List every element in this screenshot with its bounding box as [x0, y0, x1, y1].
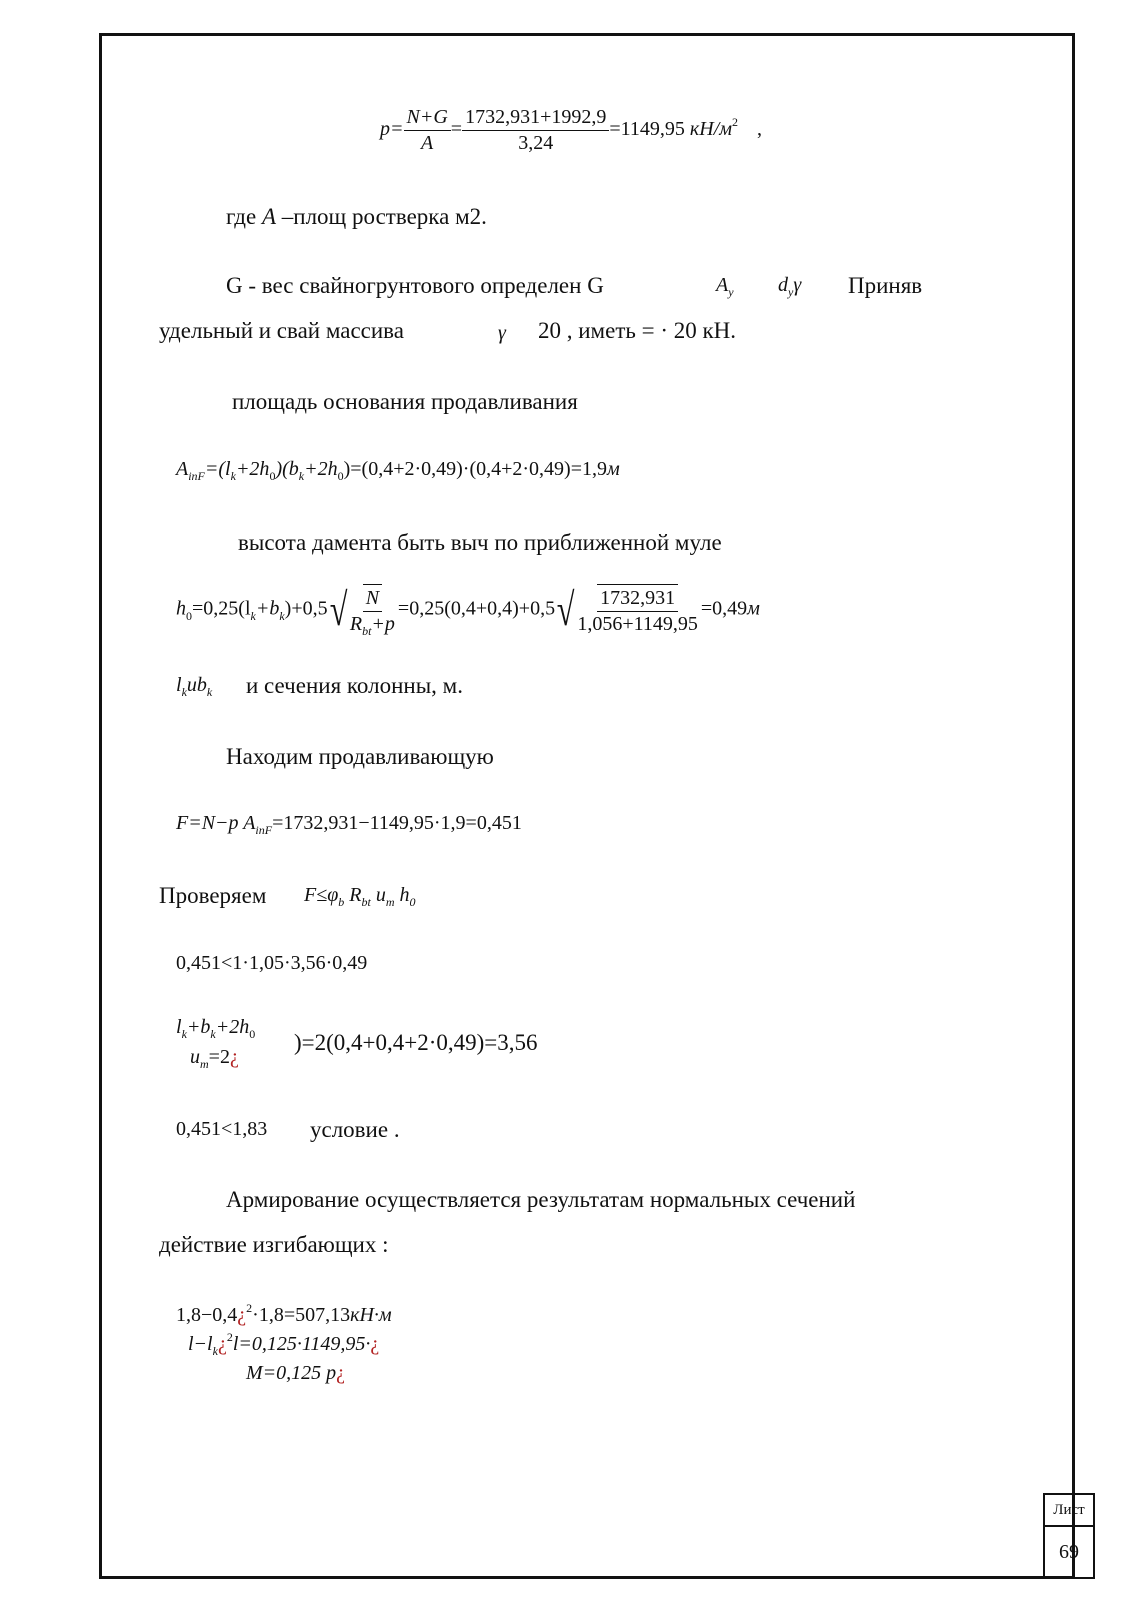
formula-moment-line2: $l-l_k¿^2l=0,125\cdot 1149,95\cdot¿$: [188, 1330, 380, 1358]
formula-um-result: )=2(0,4+0,4+2·0,49)=3,56: [294, 1030, 538, 1055]
formula-lk-bk: $l_kub_k$: [176, 674, 213, 699]
text-reinforcement-line2: действие изгибающих :: [159, 1232, 389, 1257]
formula-inequality-2: 0,451<1,83: [176, 1118, 268, 1140]
text-section: и сечения колонны, м.: [246, 673, 463, 698]
text-weight-line2: удельный и свай массива: [159, 318, 404, 343]
text-where-area: где A –площ ростверка м2.: [226, 204, 487, 229]
formula-moment-line3: M=0,125 p¿: [246, 1362, 346, 1384]
text-condition: условие .: [310, 1117, 400, 1142]
text-check: Проверяем: [159, 883, 267, 908]
text-height-heading: высота дамента быть выч по приближенной муле: [238, 530, 722, 555]
sheet-label: Лист: [1045, 1495, 1093, 1527]
text-weight-line1: G - вес свайногрунтового определен G: [226, 273, 604, 298]
text-area-heading: площадь основания продавливания: [232, 389, 578, 414]
formula-area: $A_{inF}=(l_k+2h_0)(b_k+2h_0)=(0,4+2\cdot 0,49)\cdot(0,4+2\cdot 0,49)=1,9м$: [176, 458, 620, 483]
formula-inequality-1: 0,451<1·1,05·3,56·0,49: [176, 952, 368, 974]
formula-gamma: γ: [498, 322, 506, 344]
formula-um-line1: $l_k+b_k+2h_0$: [176, 1016, 256, 1041]
sheet-stamp: [1043, 1493, 1095, 1579]
sheet-number: 69: [1059, 1541, 1079, 1563]
formula-dy-gamma: $d_y\gamma$: [778, 274, 802, 299]
formula-Ay: $A_y$: [716, 274, 734, 299]
text-find: Находим продавливающую: [226, 744, 494, 769]
text-weight-line1-end: Приняв: [848, 273, 923, 298]
formula-moment-line1: 1,8−0,4¿$^2$·1,8=507,13кН·м: [176, 1301, 392, 1326]
formula-height: $h_0=0,25(l_k+b_k)+0,5√$ $\frac{N}{R_{bt}+p}$ =0,25(0,4+0,4)+0,5√ $\frac{1732,931}{1,056+1149,95}$ =0,49м: [176, 584, 760, 638]
formula-um-line2: $u_m=2¿$: [190, 1046, 239, 1071]
text-reinforcement-line1: Армирование осуществляется результатам нормальных сечений: [226, 1187, 856, 1212]
formula-check: $F\le\varphi_b$ $R_{bt}$ $u_m$ $h_0$: [304, 884, 416, 909]
text-weight-line2-end: 20 , иметь = · 20 кН.: [538, 318, 737, 343]
formula-force: F=N−p $A_{inF}=1732,931-1149,95\cdot 1,9=0,451$: [176, 812, 522, 837]
formula-pressure: p= $\frac{N+G}{A}$ = $\frac{1732,931+1992,9}{3,24}$ =1149,95 $кН/м^2$ ,: [380, 106, 763, 154]
